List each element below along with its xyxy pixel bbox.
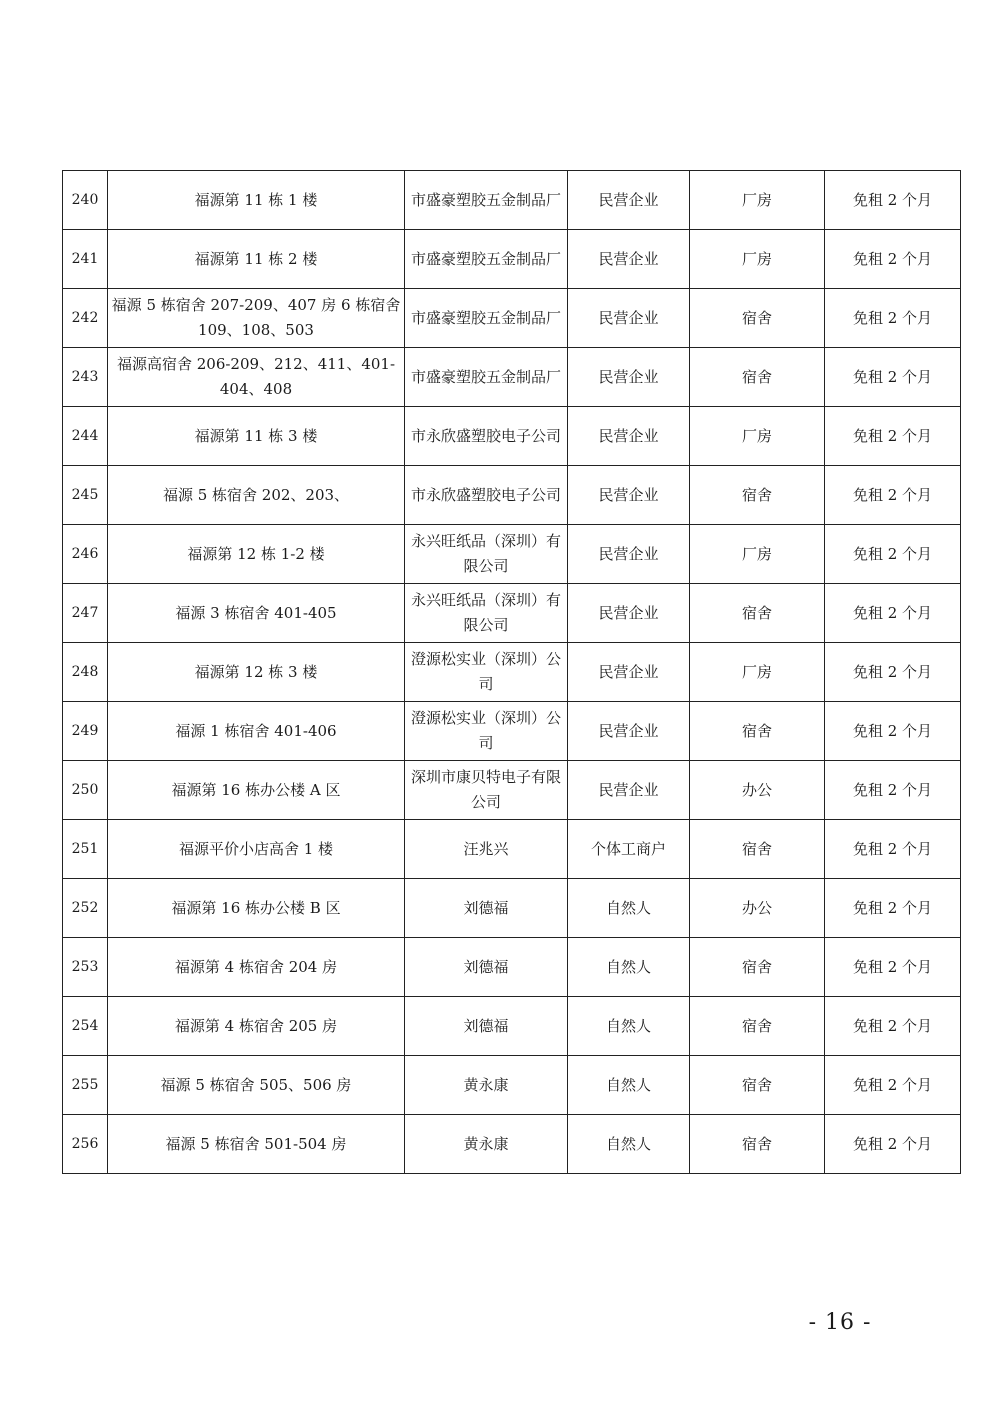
tenant-cell: 市永欣盛塑胶电子公司 xyxy=(405,407,568,466)
table-row xyxy=(63,407,961,466)
property-use-cell: 宿舍 xyxy=(690,702,825,761)
relief-policy-cell: 免租 2 个月 xyxy=(825,584,961,643)
tenant-cell: 市盛豪塑胶五金制品厂 xyxy=(405,230,568,289)
location-cell: 福源第 16 栋办公楼 A 区 xyxy=(108,761,405,820)
table-row xyxy=(63,820,961,879)
property-use-cell: 宿舍 xyxy=(690,584,825,643)
location-cell: 福源第 4 栋宿舍 205 房 xyxy=(108,997,405,1056)
relief-policy-cell: 免租 2 个月 xyxy=(825,643,961,702)
tenant-type-cell: 民营企业 xyxy=(568,584,690,643)
row-number-cell: 250 xyxy=(63,761,108,820)
tenant-cell: 深圳市康贝特电子有限公司 xyxy=(405,761,568,820)
relief-policy-cell: 免租 2 个月 xyxy=(825,938,961,997)
relief-policy-cell: 免租 2 个月 xyxy=(825,1056,961,1115)
property-use-cell: 宿舍 xyxy=(690,466,825,525)
tenant-type-cell: 民营企业 xyxy=(568,289,690,348)
table-row xyxy=(63,879,961,938)
table-row xyxy=(63,466,961,525)
tenant-cell: 黄永康 xyxy=(405,1115,568,1174)
location-cell: 福源平价小店高舍 1 楼 xyxy=(108,820,405,879)
table-row xyxy=(63,289,961,348)
location-cell: 福源 5 栋宿舍 505、506 房 xyxy=(108,1056,405,1115)
row-number-cell: 253 xyxy=(63,938,108,997)
table-row xyxy=(63,643,961,702)
relief-policy-cell: 免租 2 个月 xyxy=(825,820,961,879)
rent-relief-table-container xyxy=(62,170,958,1174)
table-row xyxy=(63,1115,961,1174)
relief-policy-cell: 免租 2 个月 xyxy=(825,525,961,584)
location-cell: 福源 5 栋宿舍 207-209、407 房 6 栋宿舍 109、108、503 xyxy=(108,289,405,348)
tenant-cell: 黄永康 xyxy=(405,1056,568,1115)
tenant-cell: 市永欣盛塑胶电子公司 xyxy=(405,466,568,525)
table-row xyxy=(63,938,961,997)
row-number-cell: 247 xyxy=(63,584,108,643)
relief-policy-cell: 免租 2 个月 xyxy=(825,171,961,230)
property-use-cell: 宿舍 xyxy=(690,289,825,348)
location-cell: 福源第 12 栋 3 楼 xyxy=(108,643,405,702)
property-use-cell: 厂房 xyxy=(690,230,825,289)
row-number-cell: 243 xyxy=(63,348,108,407)
row-number-cell: 241 xyxy=(63,230,108,289)
row-number-cell: 242 xyxy=(63,289,108,348)
property-use-cell: 厂房 xyxy=(690,525,825,584)
row-number-cell: 240 xyxy=(63,171,108,230)
tenant-cell: 刘德福 xyxy=(405,938,568,997)
row-number-cell: 254 xyxy=(63,997,108,1056)
table-row xyxy=(63,761,961,820)
table-body xyxy=(63,171,961,1174)
table-row xyxy=(63,997,961,1056)
property-use-cell: 办公 xyxy=(690,879,825,938)
tenant-cell: 市盛豪塑胶五金制品厂 xyxy=(405,171,568,230)
tenant-type-cell: 民营企业 xyxy=(568,702,690,761)
relief-policy-cell: 免租 2 个月 xyxy=(825,702,961,761)
row-number-cell: 245 xyxy=(63,466,108,525)
location-cell: 福源 5 栋宿舍 501-504 房 xyxy=(108,1115,405,1174)
tenant-cell: 刘德福 xyxy=(405,997,568,1056)
location-cell: 福源第 12 栋 1-2 楼 xyxy=(108,525,405,584)
table-row xyxy=(63,348,961,407)
tenant-type-cell: 自然人 xyxy=(568,879,690,938)
row-number-cell: 248 xyxy=(63,643,108,702)
location-cell: 福源 5 栋宿舍 202、203、 xyxy=(108,466,405,525)
tenant-type-cell: 民营企业 xyxy=(568,230,690,289)
relief-policy-cell: 免租 2 个月 xyxy=(825,407,961,466)
row-number-cell: 252 xyxy=(63,879,108,938)
relief-policy-cell: 免租 2 个月 xyxy=(825,230,961,289)
tenant-cell: 市盛豪塑胶五金制品厂 xyxy=(405,289,568,348)
tenant-type-cell: 民营企业 xyxy=(568,643,690,702)
table-row xyxy=(63,584,961,643)
property-use-cell: 厂房 xyxy=(690,171,825,230)
property-use-cell: 宿舍 xyxy=(690,820,825,879)
tenant-type-cell: 个体工商户 xyxy=(568,820,690,879)
tenant-cell: 永兴旺纸品（深圳）有限公司 xyxy=(405,525,568,584)
relief-policy-cell: 免租 2 个月 xyxy=(825,466,961,525)
row-number-cell: 255 xyxy=(63,1056,108,1115)
tenant-cell: 市盛豪塑胶五金制品厂 xyxy=(405,348,568,407)
tenant-type-cell: 民营企业 xyxy=(568,466,690,525)
table-row xyxy=(63,702,961,761)
tenant-type-cell: 民营企业 xyxy=(568,407,690,466)
location-cell: 福源 1 栋宿舍 401-406 xyxy=(108,702,405,761)
table-row xyxy=(63,525,961,584)
relief-policy-cell: 免租 2 个月 xyxy=(825,879,961,938)
table-row xyxy=(63,171,961,230)
relief-policy-cell: 免租 2 个月 xyxy=(825,348,961,407)
location-cell: 福源第 11 栋 1 楼 xyxy=(108,171,405,230)
location-cell: 福源第 4 栋宿舍 204 房 xyxy=(108,938,405,997)
tenant-type-cell: 自然人 xyxy=(568,938,690,997)
tenant-type-cell: 民营企业 xyxy=(568,348,690,407)
location-cell: 福源高宿舍 206-209、212、411、401-404、408 xyxy=(108,348,405,407)
tenant-type-cell: 民营企业 xyxy=(568,761,690,820)
location-cell: 福源第 11 栋 3 楼 xyxy=(108,407,405,466)
property-use-cell: 宿舍 xyxy=(690,348,825,407)
row-number-cell: 244 xyxy=(63,407,108,466)
tenant-cell: 澄源松实业（深圳）公司 xyxy=(405,702,568,761)
property-use-cell: 宿舍 xyxy=(690,1115,825,1174)
relief-policy-cell: 免租 2 个月 xyxy=(825,1115,961,1174)
row-number-cell: 251 xyxy=(63,820,108,879)
rent-relief-table xyxy=(62,170,961,1174)
location-cell: 福源 3 栋宿舍 401-405 xyxy=(108,584,405,643)
table-row xyxy=(63,1056,961,1115)
row-number-cell: 256 xyxy=(63,1115,108,1174)
row-number-cell: 249 xyxy=(63,702,108,761)
relief-policy-cell: 免租 2 个月 xyxy=(825,289,961,348)
tenant-cell: 汪兆兴 xyxy=(405,820,568,879)
tenant-type-cell: 民营企业 xyxy=(568,171,690,230)
property-use-cell: 宿舍 xyxy=(690,1056,825,1115)
tenant-type-cell: 自然人 xyxy=(568,1115,690,1174)
table-row xyxy=(63,230,961,289)
tenant-cell: 永兴旺纸品（深圳）有限公司 xyxy=(405,584,568,643)
row-number-cell: 246 xyxy=(63,525,108,584)
page-number: - 16 - xyxy=(808,1310,872,1335)
location-cell: 福源第 16 栋办公楼 B 区 xyxy=(108,879,405,938)
tenant-type-cell: 民营企业 xyxy=(568,525,690,584)
property-use-cell: 厂房 xyxy=(690,407,825,466)
tenant-cell: 澄源松实业（深圳）公司 xyxy=(405,643,568,702)
relief-policy-cell: 免租 2 个月 xyxy=(825,761,961,820)
property-use-cell: 宿舍 xyxy=(690,938,825,997)
tenant-type-cell: 自然人 xyxy=(568,997,690,1056)
property-use-cell: 宿舍 xyxy=(690,997,825,1056)
location-cell: 福源第 11 栋 2 楼 xyxy=(108,230,405,289)
property-use-cell: 办公 xyxy=(690,761,825,820)
relief-policy-cell: 免租 2 个月 xyxy=(825,997,961,1056)
tenant-cell: 刘德福 xyxy=(405,879,568,938)
tenant-type-cell: 自然人 xyxy=(568,1056,690,1115)
property-use-cell: 厂房 xyxy=(690,643,825,702)
